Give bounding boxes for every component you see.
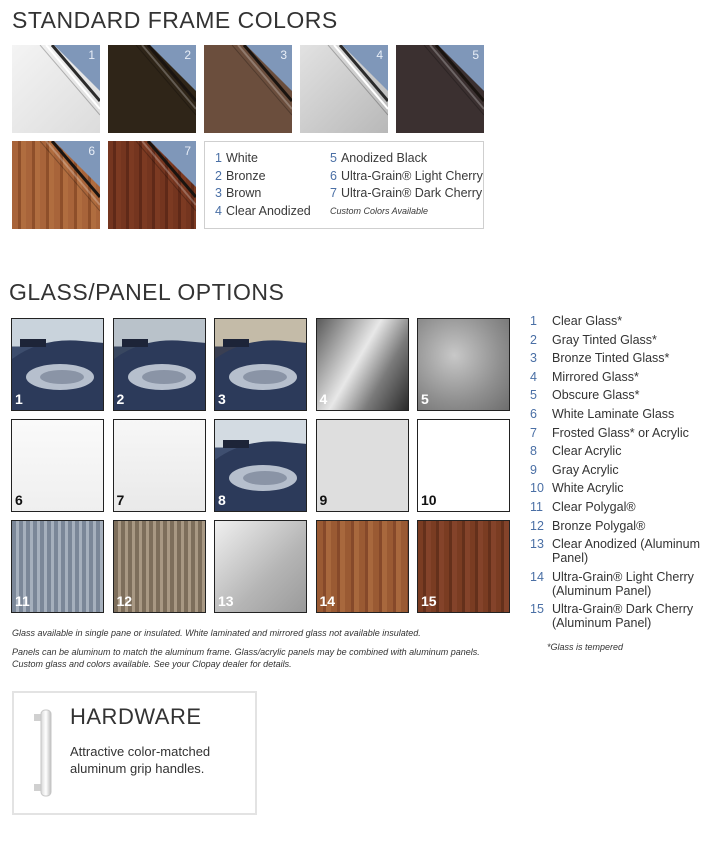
glass-tile-10 [417,419,510,512]
glass-legend-label: White Acrylic [552,481,624,496]
frame-bevel-icon [300,45,388,133]
glass-legend-label: Obscure Glass* [552,388,640,403]
tempered-note: *Glass is tempered [547,642,624,652]
frame-swatch-7 [108,141,196,229]
frame-bevel-icon [12,141,100,229]
car-reflection-icon [114,319,206,411]
glass-tile-number: 3 [218,391,226,407]
glass-tile-3 [214,318,307,411]
frame-legend-number: 7 [330,186,337,200]
glass-note-3: Custom glass and colors available. See your Clopay dealer for details. [12,659,292,669]
glass-tile-number: 14 [319,593,336,609]
glass-tile-7 [113,419,206,512]
frame-colors-heading: STANDARD FRAME COLORS [12,7,338,33]
frame-legend-label: Brown [225,186,262,200]
frame-swatch-number: 2 [184,48,191,62]
frame-swatch-number: 3 [280,48,287,62]
glass-tile-number: 13 [218,593,234,609]
glass-legend-label: Bronze Tinted Glass* [552,351,670,366]
hardware-title: HARDWARE [70,704,202,729]
frame-swatch-2 [108,45,196,133]
frame-legend-item [215,168,311,186]
glass-legend-label: Clear Glass* [552,314,623,328]
glass-tile-number: 7 [116,492,125,508]
frame-bevel-icon [12,45,100,133]
frame-swatch-number: 7 [184,144,191,158]
glass-legend-label: Frosted Glass* or Acrylic [552,425,689,440]
glass-legend-item [530,370,708,384]
glass-legend-item [530,314,708,328]
glass-legend-number: 2 [530,332,537,347]
glass-legend-item [530,570,708,598]
glass-legend-number: 13 [530,537,544,552]
glass-tile-11 [11,520,104,613]
frame-swatch-number: 5 [472,48,479,62]
frame-swatch-1 [12,45,100,133]
frame-legend-number: 3 [215,186,222,200]
glass-legend-number: 4 [530,369,537,384]
frame-bevel-icon [108,141,196,229]
glass-legend-number: 15 [530,602,544,617]
glass-legend-number: 6 [530,406,537,421]
frame-swatch-4 [300,45,388,133]
frame-legend-number: 2 [215,168,222,183]
glass-legend-number: 10 [530,481,544,496]
glass-legend-label: Clear Anodized (Aluminum Panel) [552,537,700,566]
glass-tile-number: 10 [421,492,437,508]
glass-legend-item [530,333,708,347]
glass-tile-number: 6 [15,492,23,508]
frame-legend-label: Anodized Black [340,151,428,165]
glass-tile-4 [316,318,409,411]
glass-legend-item [530,537,708,565]
glass-legend-label: Ultra-Grain® Dark Cherry (Aluminum Panel) [552,602,694,631]
glass-tile-number: 4 [319,391,328,407]
glass-tile-number: 11 [15,593,30,609]
glass-tile-1 [11,318,104,411]
glass-tile-8 [214,419,307,512]
glass-legend-item [530,519,708,533]
frame-legend-number: 4 [215,203,222,218]
custom-colors-note: Custom Colors Available [330,205,429,216]
glass-tile-6 [11,419,104,512]
frame-bevel-icon [396,45,484,133]
glass-legend-number: 12 [530,518,544,533]
glass-legend-item [530,500,708,514]
glass-legend-label: Mirrored Glass* [552,369,639,384]
glass-tile-number: 12 [116,593,133,609]
frame-legend-item [215,185,311,203]
glass-tile-number: 2 [116,391,125,407]
glass-legend-item [530,388,708,402]
glass-legend-number: 3 [530,351,537,366]
frame-swatch-5 [396,45,484,133]
glass-legend-item [530,602,708,630]
glass-legend-number: 1 [530,314,537,328]
frame-legend-number: 6 [330,168,337,183]
frame-legend-item [330,168,483,186]
frame-bevel-icon [108,45,196,133]
frame-swatch-number: 1 [88,48,95,62]
glass-legend-item [530,463,708,477]
frame-legend-item [330,150,483,168]
glass-legend-number: 11 [530,499,543,514]
hardware-description: Attractive color-matched aluminum grip handles. [70,744,211,776]
glass-legend-label: Clear Acrylic [552,444,622,459]
glass-legend-label: Bronze Polygal® [552,518,646,533]
glass-tile-number: 5 [421,391,429,407]
frame-legend-item [215,150,311,168]
glass-legend-number: 14 [530,569,544,584]
car-reflection-icon [215,319,307,411]
frame-colors-legend [204,141,484,229]
frame-legend-label: Ultra-Grain® Dark Cherry [340,186,483,200]
frame-swatch-number: 6 [88,144,95,158]
glass-legend-label: White Laminate Glass [552,406,675,421]
grip-handle-icon [30,708,58,800]
frame-legend-item [330,185,483,203]
glass-legend-item [530,444,708,458]
glass-tile-12 [113,520,206,613]
glass-tile-13 [214,520,307,613]
frame-bevel-icon [204,45,292,133]
frame-swatch-6 [12,141,100,229]
glass-tile-15 [417,520,510,613]
glass-legend-number: 5 [530,388,537,403]
glass-tile-number: 15 [421,593,437,609]
glass-legend-item [530,481,708,495]
car-reflection-icon [215,420,307,512]
car-reflection-icon [12,319,104,411]
glass-tile-number: 8 [218,492,226,508]
glass-legend-label: Clear Polygal® [552,499,636,514]
glass-legend-number: 8 [530,444,537,459]
frame-swatch-3 [204,45,292,133]
frame-legend-label: Ultra-Grain® Light Cherry [340,168,483,183]
frame-legend-label: Bronze [225,168,266,183]
frame-legend-number: 5 [330,151,337,165]
glass-note-1: Glass available in single pane or insulated. White laminated and mirrored glass not available insulated. [12,628,421,638]
glass-legend-item [530,407,708,421]
glass-legend-label: Ultra-Grain® Light Cherry (Aluminum Panel) [552,569,694,598]
glass-legend-item [530,351,708,365]
frame-legend-label: White [225,151,258,165]
glass-note-2: Panels can be aluminum to match the aluminum frame. Glass/acrylic panels may be combined with aluminum panels. [12,647,480,657]
glass-tile-5 [417,318,510,411]
frame-legend-number: 1 [215,151,222,165]
glass-tile-number: 1 [15,391,23,407]
glass-legend-number: 9 [530,462,537,477]
glass-panel-heading: GLASS/PANEL OPTIONS [9,279,285,305]
frame-legend-label: Clear Anodized [225,203,311,218]
glass-legend-label: Gray Acrylic [552,462,619,477]
glass-legend-number: 7 [530,425,537,440]
glass-legend [530,314,708,635]
glass-tile-9 [316,419,409,512]
glass-tile-2 [113,318,206,411]
glass-legend-label: Gray Tinted Glass* [552,332,657,347]
glass-legend-item [530,426,708,440]
glass-tile-14 [316,520,409,613]
glass-tile-number: 9 [319,492,328,508]
frame-swatch-number: 4 [376,48,383,62]
frame-legend-item [215,203,311,221]
